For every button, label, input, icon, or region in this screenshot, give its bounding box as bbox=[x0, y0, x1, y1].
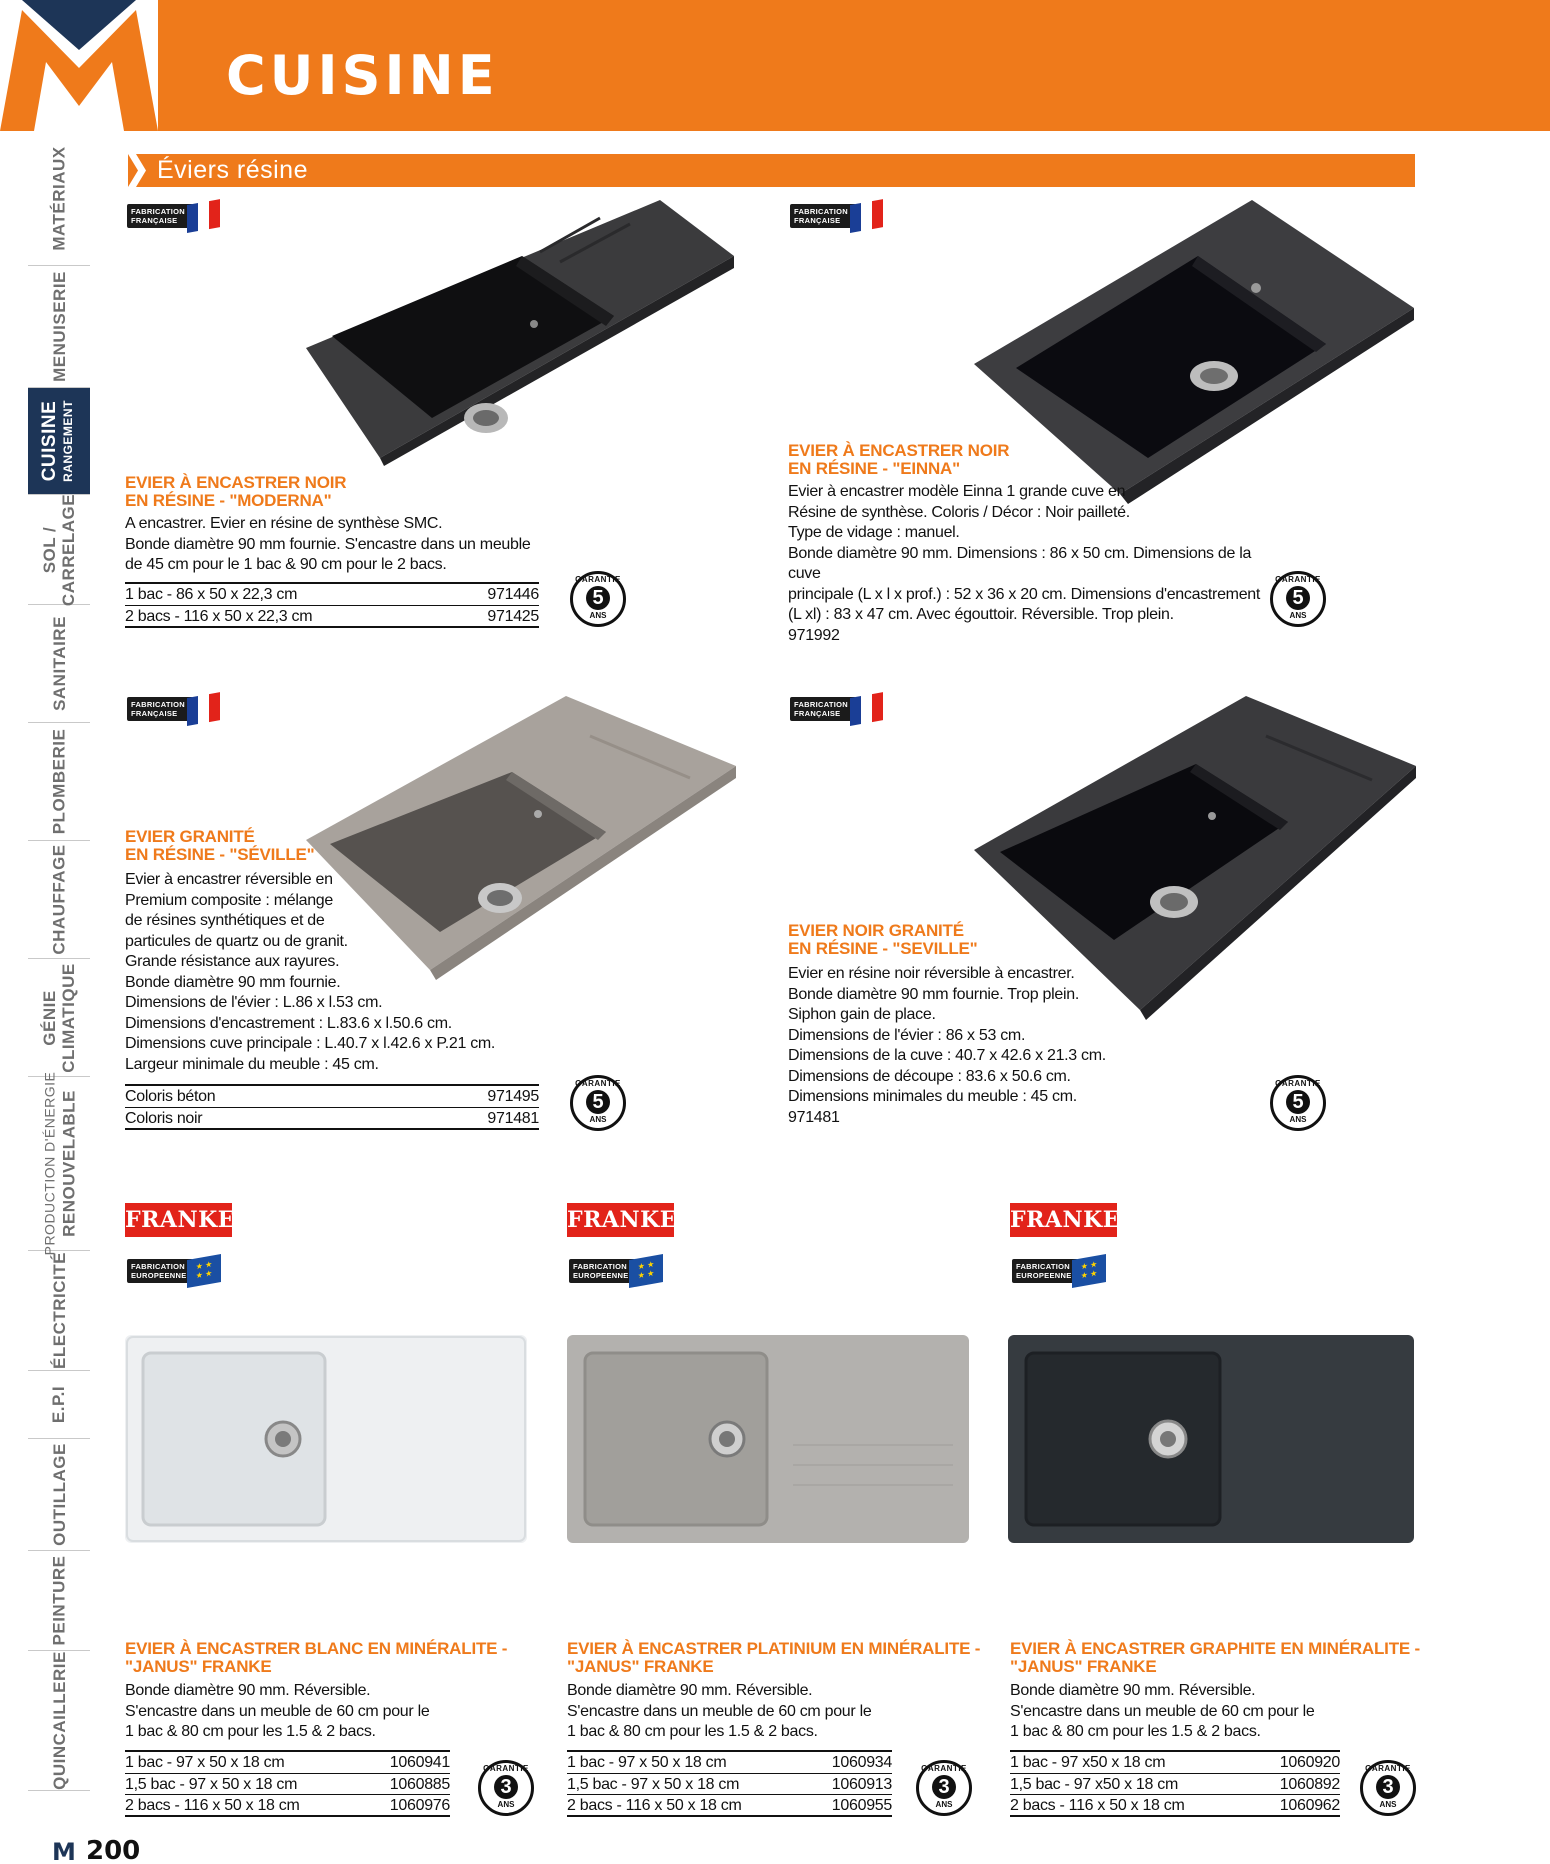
product-title-line1: EVIER À ENCASTRER BLANC EN MINÉRALITE - bbox=[125, 1639, 508, 1658]
description-line: A encastrer. Evier en résine de synthèse SMC. bbox=[125, 515, 443, 532]
description-line: Evier à encastrer réversible en bbox=[125, 871, 333, 888]
warranty-years: 5 bbox=[1286, 1090, 1310, 1114]
warranty-years: 5 bbox=[1286, 586, 1310, 610]
sidebar-tab-label: SANITAIRE bbox=[49, 616, 69, 711]
description-line: Grande résistance aux rayures. bbox=[125, 953, 340, 970]
description-line: Largeur minimale du meuble : 45 cm. bbox=[125, 1055, 379, 1073]
footer-logo: M bbox=[52, 1838, 76, 1864]
warranty-badge bbox=[570, 571, 626, 627]
sidebar-tab-peinture[interactable] bbox=[28, 1551, 90, 1651]
page-number: 200 bbox=[86, 1836, 141, 1864]
eu-flag-icon: ★ ★ ★ ★ bbox=[629, 1254, 663, 1288]
sidebar-tab-chauffage[interactable] bbox=[28, 841, 90, 959]
ref-label: 1 bac - 97 x 50 x 18 cm bbox=[567, 1754, 727, 1771]
page-title: CUISINE bbox=[226, 44, 499, 107]
reference-table bbox=[125, 582, 539, 628]
description-line: Type de vidage : manuel. bbox=[788, 524, 960, 541]
warranty-unit: ANS bbox=[1289, 1115, 1307, 1124]
product-title-line2: "JANUS" FRANKE bbox=[567, 1657, 714, 1676]
product-description bbox=[125, 514, 565, 576]
sidebar-tab-label: MENUISERIE bbox=[49, 271, 69, 382]
sidebar-tab-label: SOL / bbox=[40, 526, 60, 573]
ref-label: 2 bacs - 116 x 50 x 18 cm bbox=[567, 1797, 742, 1814]
product-description bbox=[788, 964, 1228, 1128]
product-title-line1: EVIER NOIR GRANITÉ bbox=[788, 921, 964, 940]
sidebar-tab-plomberie[interactable] bbox=[28, 723, 90, 841]
description-line: S'encastre dans un meuble de 60 cm pour le bbox=[125, 1702, 430, 1720]
ref-code: 1060885 bbox=[389, 1776, 450, 1793]
warranty-badge bbox=[478, 1760, 534, 1816]
warranty-label: GARANTIE bbox=[483, 1764, 529, 1773]
french-flag-icon bbox=[187, 692, 221, 726]
reference-table bbox=[125, 1084, 539, 1130]
description-line: Dimensions d'encastrement : L.83.6 x l.50.6 cm. bbox=[125, 1014, 452, 1032]
description-line: Bonde diamètre 90 mm. Dimensions : 86 x 50 cm. Dimensions de la cuve bbox=[788, 544, 1252, 582]
product-title-line2: EN RÉSINE - "SEVILLE" bbox=[788, 939, 978, 958]
ref-label: Coloris noir bbox=[125, 1110, 203, 1127]
product-title-line2: "JANUS" FRANKE bbox=[125, 1657, 272, 1676]
description-line: Bonde diamètre 90 mm fournie. bbox=[125, 973, 341, 991]
fabrication-francaise-badge bbox=[790, 200, 886, 232]
ref-code: 1060920 bbox=[1279, 1754, 1340, 1771]
reference-table bbox=[125, 1750, 450, 1817]
ref-code: 971481 bbox=[487, 1110, 539, 1127]
ref-label: 1 bac - 86 x 50 x 22,3 cm bbox=[125, 586, 298, 603]
ref-code: 1060892 bbox=[1279, 1776, 1340, 1793]
warranty-years: 5 bbox=[586, 586, 610, 610]
warranty-label: GARANTIE bbox=[921, 1764, 967, 1773]
badge-line2: FRANÇAISE bbox=[131, 709, 178, 718]
reference-table bbox=[1010, 1750, 1340, 1817]
fabrication-francaise-badge bbox=[790, 693, 886, 725]
french-flag-icon bbox=[850, 199, 884, 233]
sidebar-tab-epi[interactable] bbox=[28, 1371, 90, 1439]
sidebar-tab-quincaillerie[interactable] bbox=[28, 1651, 90, 1791]
ref-code: 1060934 bbox=[831, 1754, 892, 1771]
warranty-unit: ANS bbox=[589, 1115, 607, 1124]
fabrication-europeenne-badge bbox=[1012, 1255, 1108, 1287]
sidebar-tab-sublabel: RANGEMENT bbox=[61, 400, 75, 482]
product-description bbox=[125, 870, 565, 1075]
table-row bbox=[125, 1086, 539, 1107]
warranty-label: GARANTIE bbox=[575, 575, 621, 584]
warranty-years: 3 bbox=[494, 1775, 518, 1799]
product-title-line2: "JANUS" FRANKE bbox=[1010, 1657, 1157, 1676]
fabrication-europeenne-badge bbox=[127, 1255, 223, 1287]
ref-label: 2 bacs - 116 x 50 x 22,3 cm bbox=[125, 608, 313, 625]
description-line: 1 bac & 80 cm pour les 1.5 & 2 bacs. bbox=[125, 1723, 376, 1740]
description-line: Dimensions minimales du meuble : 45 cm. bbox=[788, 1088, 1077, 1105]
sink-janus-blanc-image bbox=[125, 1335, 527, 1543]
description-line: particules de quartz ou de granit. bbox=[125, 932, 348, 950]
chevron-right-icon bbox=[128, 154, 148, 187]
product-description bbox=[567, 1681, 947, 1743]
product-description bbox=[1010, 1681, 1390, 1743]
sidebar-tab-label: CHAUFFAGE bbox=[49, 844, 69, 955]
warranty-badge bbox=[1270, 1075, 1326, 1131]
warranty-unit: ANS bbox=[1379, 1800, 1397, 1809]
ref-code: 1060913 bbox=[831, 1776, 892, 1793]
product-title bbox=[788, 922, 978, 958]
warranty-badge bbox=[1270, 571, 1326, 627]
sidebar-tab-label: GÉNIE bbox=[40, 989, 60, 1046]
description-line: 1 bac & 80 cm pour les 1.5 & 2 bacs. bbox=[567, 1723, 818, 1740]
fabrication-francaise-badge bbox=[127, 200, 223, 232]
sidebar-tab-label: PLOMBERIE bbox=[49, 728, 69, 835]
description-line: S'encastre dans un meuble de 60 cm pour le bbox=[1010, 1702, 1315, 1720]
sink-einna-image bbox=[970, 196, 1420, 506]
sidebar-tab-sublabel: CLIMATIQUE bbox=[59, 962, 79, 1073]
description-line: Bonde diamètre 90 mm fournie. Trop plein. bbox=[788, 985, 1079, 1003]
description-line: 971992 bbox=[788, 626, 840, 644]
badge-line1: FABRICATION bbox=[794, 207, 848, 216]
sidebar-tab-label: PRODUCTION D'ÉNERGIE bbox=[41, 1071, 58, 1256]
product-title-line1: EVIER À ENCASTRER GRAPHITE EN MINÉRALITE - bbox=[1010, 1639, 1421, 1658]
table-row bbox=[125, 605, 539, 626]
category-sidebar bbox=[28, 131, 90, 1811]
badge-line2: FRANÇAISE bbox=[131, 216, 178, 225]
franke-logo: FRANKE bbox=[567, 1203, 674, 1237]
table-row bbox=[567, 1773, 892, 1794]
description-line: (L xl) : 83 x 47 cm. Avec égouttoir. Réversible. Trop plein. bbox=[788, 606, 1174, 623]
badge-line2: FRANÇAISE bbox=[794, 709, 841, 718]
product-title-line2: EN RÉSINE - "SÉVILLE" bbox=[125, 845, 315, 864]
french-flag-icon bbox=[850, 692, 884, 726]
sidebar-tab-label: OUTILLAGE bbox=[49, 1443, 69, 1546]
warranty-unit: ANS bbox=[589, 611, 607, 620]
product-title-line1: EVIER GRANITÉ bbox=[125, 827, 255, 846]
product-title bbox=[567, 1640, 980, 1676]
ref-label: 2 bacs - 116 x 50 x 18 cm bbox=[1010, 1797, 1185, 1814]
sidebar-tab-label: E.P.I bbox=[49, 1385, 69, 1424]
sidebar-tab-materiaux[interactable] bbox=[28, 131, 90, 266]
sidebar-tab-label: PEINTURE bbox=[49, 1555, 69, 1646]
ref-code: 1060962 bbox=[1279, 1797, 1340, 1814]
description-line: Résine de synthèse. Coloris / Décor : Noir pailleté. bbox=[788, 503, 1130, 521]
warranty-unit: ANS bbox=[1289, 611, 1307, 620]
franke-logo: FRANKE bbox=[1010, 1203, 1117, 1237]
ref-code: 1060941 bbox=[389, 1754, 450, 1771]
badge-line1: FABRICATION bbox=[794, 700, 848, 709]
description-line: Bonde diamètre 90 mm. Réversible. bbox=[125, 1682, 371, 1699]
ref-code: 971425 bbox=[487, 608, 539, 625]
description-line: Bonde diamètre 90 mm fournie. S'encastre dans un meuble bbox=[125, 535, 531, 553]
french-flag-icon bbox=[187, 199, 221, 233]
franke-logo: FRANKE bbox=[125, 1203, 232, 1237]
ref-label: 1,5 bac - 97 x50 x 18 cm bbox=[1010, 1776, 1179, 1793]
table-row bbox=[125, 584, 539, 605]
badge-line1: FABRICATION bbox=[131, 700, 185, 709]
ref-code: 971495 bbox=[487, 1088, 539, 1105]
description-line: Dimensions cuve principale : L.40.7 x l.42.6 x P.21 cm. bbox=[125, 1035, 496, 1052]
warranty-years: 3 bbox=[932, 1775, 956, 1799]
description-line: Dimensions de la cuve : 40.7 x 42.6 x 21.3 cm. bbox=[788, 1047, 1106, 1064]
product-description bbox=[788, 482, 1268, 646]
product-title bbox=[788, 442, 1009, 478]
product-title bbox=[125, 474, 346, 510]
badge-line2: EUROPEENNE bbox=[1016, 1271, 1072, 1280]
sidebar-tab-sol-carrelage[interactable] bbox=[28, 495, 90, 605]
description-line: Bonde diamètre 90 mm. Réversible. bbox=[567, 1682, 813, 1699]
section-bar bbox=[128, 154, 1415, 187]
description-line: Bonde diamètre 90 mm. Réversible. bbox=[1010, 1682, 1256, 1699]
table-row bbox=[1010, 1752, 1340, 1773]
eu-flag-icon: ★ ★ ★ ★ bbox=[187, 1254, 221, 1288]
ref-code: 971446 bbox=[487, 586, 539, 603]
description-line: Evier en résine noir réversible à encastrer. bbox=[788, 965, 1075, 982]
ref-label: 1,5 bac - 97 x 50 x 18 cm bbox=[125, 1776, 298, 1793]
warranty-label: GARANTIE bbox=[1365, 1764, 1411, 1773]
ref-code: 1060955 bbox=[831, 1797, 892, 1814]
ref-label: 2 bacs - 116 x 50 x 18 cm bbox=[125, 1797, 300, 1814]
product-description bbox=[125, 1681, 505, 1743]
description-line: de 45 cm pour le 1 bac & 90 cm pour le 2 bacs. bbox=[125, 556, 447, 573]
table-row bbox=[1010, 1773, 1340, 1794]
description-line: Dimensions de découpe : 83.6 x 50.6 cm. bbox=[788, 1067, 1071, 1085]
product-title bbox=[125, 1640, 507, 1676]
warranty-years: 3 bbox=[1376, 1775, 1400, 1799]
description-line: principale (L x l x prof.) : 52 x 36 x 20 cm. Dimensions d'encastrement bbox=[788, 585, 1261, 603]
sidebar-tab-energie-renouvelable[interactable] bbox=[28, 1071, 90, 1256]
product-title-line1: EVIER À ENCASTRER PLATINIUM EN MINÉRALITE - bbox=[567, 1639, 981, 1658]
ref-label: Coloris béton bbox=[125, 1088, 216, 1105]
sink-janus-platinium-image bbox=[567, 1335, 969, 1543]
warranty-years: 5 bbox=[586, 1090, 610, 1114]
ref-label: 1,5 bac - 97 x 50 x 18 cm bbox=[567, 1776, 740, 1793]
table-row bbox=[567, 1752, 892, 1773]
sidebar-tab-sanitaire[interactable] bbox=[28, 605, 90, 723]
warranty-unit: ANS bbox=[935, 1800, 953, 1809]
badge-line2: FRANÇAISE bbox=[794, 216, 841, 225]
sidebar-tab-sublabel: RENOUVELABLE bbox=[59, 1090, 79, 1237]
sidebar-tab-label: MATÉRIAUX bbox=[49, 145, 69, 251]
sink-janus-graphite-image bbox=[1008, 1335, 1414, 1543]
description-line: Dimensions de l'évier : L.86 x l.53 cm. bbox=[125, 994, 383, 1011]
sidebar-tab-outillage[interactable] bbox=[28, 1439, 90, 1551]
badge-line1: FABRICATION bbox=[1016, 1262, 1070, 1271]
badge-line2: EUROPEENNE bbox=[573, 1271, 629, 1280]
description-line: Siphon gain de place. bbox=[788, 1006, 936, 1023]
sidebar-tab-electricite[interactable] bbox=[28, 1251, 90, 1371]
product-title bbox=[125, 828, 315, 864]
ref-code: 1060976 bbox=[389, 1797, 450, 1814]
warranty-label: GARANTIE bbox=[1275, 1079, 1321, 1088]
table-row bbox=[1010, 1794, 1340, 1815]
badge-line2: EUROPEENNE bbox=[131, 1271, 187, 1280]
sidebar-tab-label: ÉLECTRICITÉ bbox=[49, 1252, 69, 1369]
table-row bbox=[567, 1794, 892, 1815]
product-title bbox=[1010, 1640, 1420, 1676]
sidebar-tab-cuisine[interactable] bbox=[28, 388, 90, 495]
sidebar-tab-label: CUISINE bbox=[39, 400, 60, 482]
warranty-badge bbox=[1360, 1760, 1416, 1816]
description-line: S'encastre dans un meuble de 60 cm pour le bbox=[567, 1702, 872, 1720]
badge-line1: FABRICATION bbox=[573, 1262, 627, 1271]
section-title: Éviers résine bbox=[157, 156, 308, 184]
sidebar-tab-label: QUINCAILLERIE bbox=[49, 1651, 69, 1790]
warranty-label: GARANTIE bbox=[575, 1079, 621, 1088]
product-title-line2: EN RÉSINE - "EINNA" bbox=[788, 459, 960, 478]
description-line: Premium composite : mélange bbox=[125, 891, 333, 909]
table-row bbox=[125, 1794, 450, 1815]
table-row bbox=[125, 1752, 450, 1773]
description-line: Dimensions de l'évier : 86 x 53 cm. bbox=[788, 1026, 1026, 1044]
warranty-label: GARANTIE bbox=[1275, 575, 1321, 584]
sink-moderna-image bbox=[300, 196, 740, 466]
brand-logo[interactable] bbox=[0, 0, 158, 131]
badge-line1: FABRICATION bbox=[131, 207, 185, 216]
description-line: Evier à encastrer modèle Einna 1 grande cuve en bbox=[788, 483, 1126, 500]
badge-line1: FABRICATION bbox=[131, 1262, 185, 1271]
product-title-line2: EN RÉSINE - "MODERNA" bbox=[125, 491, 332, 510]
sidebar-tab-genie-climatique[interactable] bbox=[28, 959, 90, 1077]
product-title-line1: EVIER À ENCASTRER NOIR bbox=[125, 473, 347, 492]
description-line: 971481 bbox=[788, 1108, 840, 1126]
warranty-unit: ANS bbox=[497, 1800, 515, 1809]
fabrication-francaise-badge bbox=[127, 693, 223, 725]
ref-label: 1 bac - 97 x50 x 18 cm bbox=[1010, 1754, 1166, 1771]
description-line: 1 bac & 80 cm pour les 1.5 & 2 bacs. bbox=[1010, 1723, 1261, 1740]
description-line: de résines synthétiques et de bbox=[125, 912, 325, 929]
ref-label: 1 bac - 97 x 50 x 18 cm bbox=[125, 1754, 285, 1771]
warranty-badge bbox=[570, 1075, 626, 1131]
reference-table bbox=[567, 1750, 892, 1817]
warranty-badge bbox=[916, 1760, 972, 1816]
eu-flag-icon: ★ ★ ★ ★ bbox=[1072, 1254, 1106, 1288]
fabrication-europeenne-badge bbox=[569, 1255, 665, 1287]
table-row bbox=[125, 1773, 450, 1794]
product-title-line1: EVIER À ENCASTRER NOIR bbox=[788, 441, 1010, 460]
sidebar-tab-sublabel: CARRELAGE bbox=[59, 493, 79, 606]
sidebar-tab-menuiserie[interactable] bbox=[28, 266, 90, 388]
table-row bbox=[125, 1107, 539, 1128]
